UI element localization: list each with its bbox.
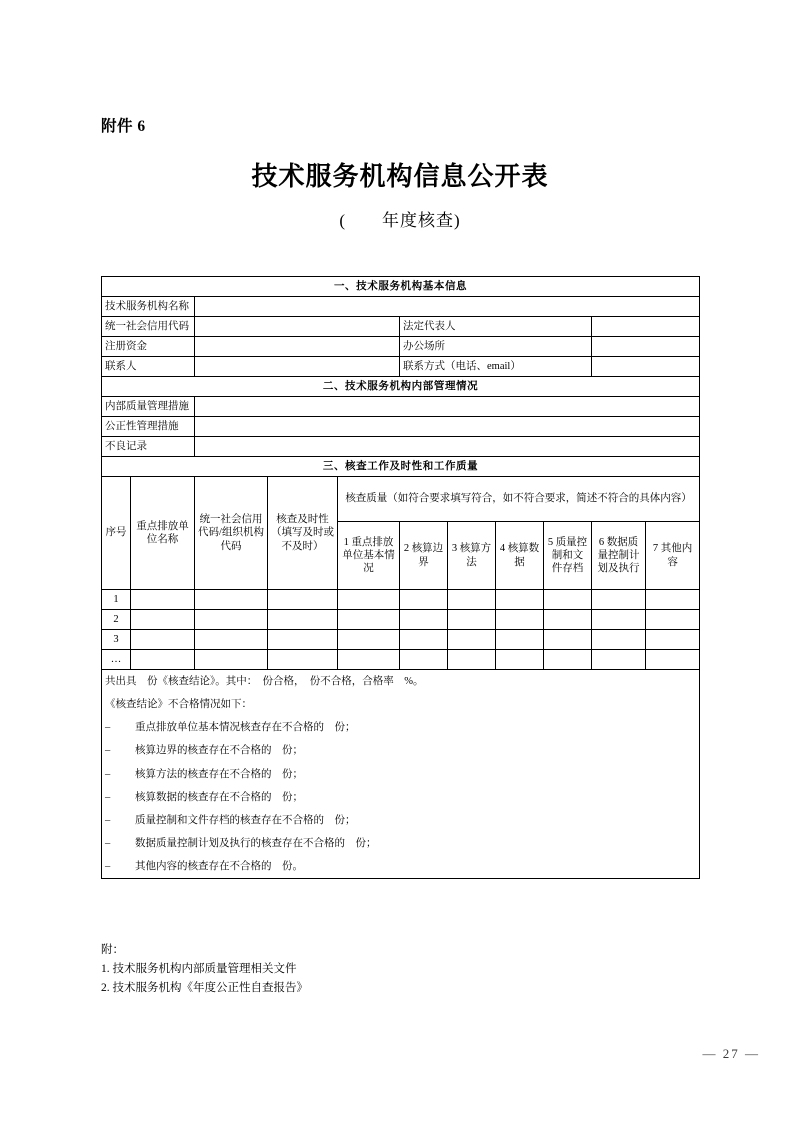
cell-credit-code[interactable] bbox=[195, 610, 268, 630]
list-item-label: 核算数据的核查存在不合格的 份； bbox=[135, 791, 303, 803]
cell-quality-7[interactable] bbox=[646, 630, 700, 650]
row-number: 3 bbox=[102, 630, 131, 650]
column-header-quality-4: 4 核算数据 bbox=[496, 522, 544, 590]
cell-quality-7[interactable] bbox=[646, 650, 700, 670]
cell-credit-code[interactable] bbox=[195, 650, 268, 670]
attachment-item-2: 2. 技术服务机构《年度公正性自查报告》 bbox=[101, 981, 308, 994]
list-item bbox=[105, 832, 696, 855]
field-value-contact-info[interactable] bbox=[592, 357, 700, 377]
field-label-bad-record: 不良记录 bbox=[102, 437, 195, 457]
section1-heading-row bbox=[102, 277, 700, 297]
cell-quality-1[interactable] bbox=[338, 630, 400, 650]
field-value-office[interactable] bbox=[592, 337, 700, 357]
cell-unit-name[interactable] bbox=[131, 650, 195, 670]
list-item bbox=[105, 809, 696, 832]
section1-heading: 一、技术服务机构基本信息 bbox=[102, 277, 700, 297]
cell-quality-2[interactable] bbox=[400, 650, 448, 670]
column-header-quality-2: 2 核算边界 bbox=[400, 522, 448, 590]
section3-header-row-1 bbox=[102, 477, 700, 522]
page-subtitle: ( 年度核查) bbox=[339, 211, 461, 230]
cell-timeliness[interactable] bbox=[268, 590, 338, 610]
row-number: … bbox=[102, 650, 131, 670]
cell-quality-6[interactable] bbox=[592, 610, 646, 630]
page-number: — 27 — bbox=[702, 1046, 760, 1061]
field-label-legal-rep: 法定代表人 bbox=[400, 317, 592, 337]
cell-quality-3[interactable] bbox=[448, 650, 496, 670]
table-row bbox=[102, 397, 700, 417]
column-header-unit-name: 重点排放单位名称 bbox=[131, 477, 195, 590]
bullet-dash-icon: – bbox=[105, 722, 111, 734]
column-header-timeliness: 核查及时性（填写及时或不及时） bbox=[268, 477, 338, 590]
field-value-contact[interactable] bbox=[195, 357, 400, 377]
cell-quality-4[interactable] bbox=[496, 610, 544, 630]
bullet-dash-icon: – bbox=[105, 768, 111, 780]
field-value-org-name[interactable] bbox=[195, 297, 700, 317]
cell-credit-code[interactable] bbox=[195, 590, 268, 610]
field-label-office: 办公场所 bbox=[400, 337, 592, 357]
list-item-label: 重点排放单位基本情况核查存在不合格的 份； bbox=[135, 722, 356, 734]
field-value-quality-measures[interactable] bbox=[195, 397, 700, 417]
field-value-credit-code[interactable] bbox=[195, 317, 400, 337]
cell-quality-7[interactable] bbox=[646, 610, 700, 630]
table-row bbox=[102, 610, 700, 630]
summary-notes bbox=[102, 670, 700, 879]
field-label-impartiality-measures: 公正性管理措施 bbox=[102, 417, 195, 437]
field-label-credit-code: 统一社会信用代码 bbox=[102, 317, 195, 337]
attachment-notes bbox=[101, 941, 308, 998]
table-row bbox=[102, 417, 700, 437]
cell-unit-name[interactable] bbox=[131, 630, 195, 650]
cell-quality-2[interactable] bbox=[400, 590, 448, 610]
list-item bbox=[105, 739, 696, 762]
cell-credit-code[interactable] bbox=[195, 630, 268, 650]
section3-heading: 三、核查工作及时性和工作质量 bbox=[102, 457, 700, 477]
cell-quality-2[interactable] bbox=[400, 630, 448, 650]
field-label-capital: 注册资金 bbox=[102, 337, 195, 357]
attachment-item-1: 1. 技术服务机构内部质量管理相关文件 bbox=[101, 962, 297, 975]
table-row bbox=[102, 317, 700, 337]
list-item bbox=[105, 786, 696, 809]
section2-heading-row bbox=[102, 377, 700, 397]
column-header-quality-3: 3 核算方法 bbox=[448, 522, 496, 590]
row-number: 1 bbox=[102, 590, 131, 610]
cell-quality-5[interactable] bbox=[544, 650, 592, 670]
table-row bbox=[102, 437, 700, 457]
section2-heading: 二、技术服务机构内部管理情况 bbox=[102, 377, 700, 397]
column-header-quality-7: 7 其他内容 bbox=[646, 522, 700, 590]
column-header-quality-6: 6 数据质量控制计划及执行 bbox=[592, 522, 646, 590]
cell-quality-4[interactable] bbox=[496, 630, 544, 650]
list-item-label: 核算边界的核查存在不合格的 份； bbox=[135, 745, 303, 757]
table-row bbox=[102, 357, 700, 377]
list-item-label: 质量控制和文件存档的核查存在不合格的 份； bbox=[135, 814, 356, 826]
cell-quality-6[interactable] bbox=[592, 650, 646, 670]
cell-unit-name[interactable] bbox=[131, 590, 195, 610]
column-header-seq: 序号 bbox=[102, 477, 131, 590]
attachment-number: 附件 6 bbox=[101, 118, 146, 135]
table-row bbox=[102, 337, 700, 357]
column-header-quality-1: 1 重点排放单位基本情况 bbox=[338, 522, 400, 590]
bullet-dash-icon: – bbox=[105, 861, 111, 872]
cell-quality-5[interactable] bbox=[544, 610, 592, 630]
cell-timeliness[interactable] bbox=[268, 650, 338, 670]
cell-quality-4[interactable] bbox=[496, 650, 544, 670]
field-value-impartiality-measures[interactable] bbox=[195, 417, 700, 437]
cell-quality-4[interactable] bbox=[496, 590, 544, 610]
bullet-dash-icon: – bbox=[105, 791, 111, 803]
summary-row bbox=[102, 670, 700, 879]
cell-quality-6[interactable] bbox=[592, 630, 646, 650]
cell-quality-1[interactable] bbox=[338, 590, 400, 610]
list-item-label: 核算方法的核查存在不合格的 份； bbox=[135, 768, 303, 780]
cell-quality-7[interactable] bbox=[646, 590, 700, 610]
field-label-org-name: 技术服务机构名称 bbox=[102, 297, 195, 317]
bullet-dash-icon: – bbox=[105, 745, 111, 757]
column-header-quality-group: 核查质量（如符合要求填写符合，如不符合要求，简述不符合的具体内容） bbox=[338, 477, 700, 522]
section3-heading-row bbox=[102, 457, 700, 477]
table-row bbox=[102, 650, 700, 670]
cell-timeliness[interactable] bbox=[268, 610, 338, 630]
attachment-notes-label: 附： bbox=[101, 944, 124, 956]
bullet-dash-icon: – bbox=[105, 837, 111, 849]
cell-quality-3[interactable] bbox=[448, 590, 496, 610]
field-value-capital[interactable] bbox=[195, 337, 400, 357]
column-header-credit-code: 统一社会信用代码/组织机构代码 bbox=[195, 477, 268, 590]
bullet-dash-icon: – bbox=[105, 814, 111, 826]
cell-quality-5[interactable] bbox=[544, 630, 592, 650]
field-label-quality-measures: 内部质量管理措施 bbox=[102, 397, 195, 417]
table-row bbox=[102, 590, 700, 610]
list-item-label: 其他内容的核查存在不合格的 份。 bbox=[135, 861, 303, 872]
cell-quality-5[interactable] bbox=[544, 590, 592, 610]
field-label-contact: 联系人 bbox=[102, 357, 195, 377]
column-header-quality-5: 5 质量控制和文件存档 bbox=[544, 522, 592, 590]
cell-quality-6[interactable] bbox=[592, 590, 646, 610]
row-number: 2 bbox=[102, 610, 131, 630]
list-item bbox=[105, 716, 696, 739]
field-value-legal-rep[interactable] bbox=[592, 317, 700, 337]
cell-quality-3[interactable] bbox=[448, 630, 496, 650]
cell-timeliness[interactable] bbox=[268, 630, 338, 650]
cell-quality-3[interactable] bbox=[448, 610, 496, 630]
summary-line-intro: 《核查结论》不合格情况如下： bbox=[105, 699, 252, 711]
information-disclosure-table bbox=[101, 276, 700, 879]
field-value-bad-record[interactable] bbox=[195, 437, 700, 457]
cell-quality-1[interactable] bbox=[338, 650, 400, 670]
cell-quality-1[interactable] bbox=[338, 610, 400, 630]
page-title: 技术服务机构信息公开表 bbox=[251, 162, 549, 191]
list-item-label: 数据质量控制计划及执行的核查存在不合格的 份； bbox=[135, 837, 377, 849]
table-row bbox=[102, 630, 700, 650]
list-item bbox=[105, 763, 696, 786]
table-row bbox=[102, 297, 700, 317]
summary-line-totals: 共出具 份《核查结论》。其中： 份合格， 份不合格，合格率 %。 bbox=[105, 676, 424, 687]
field-label-contact-info: 联系方式（电话、email） bbox=[400, 357, 592, 377]
list-item bbox=[105, 855, 696, 878]
cell-quality-2[interactable] bbox=[400, 610, 448, 630]
cell-unit-name[interactable] bbox=[131, 610, 195, 630]
